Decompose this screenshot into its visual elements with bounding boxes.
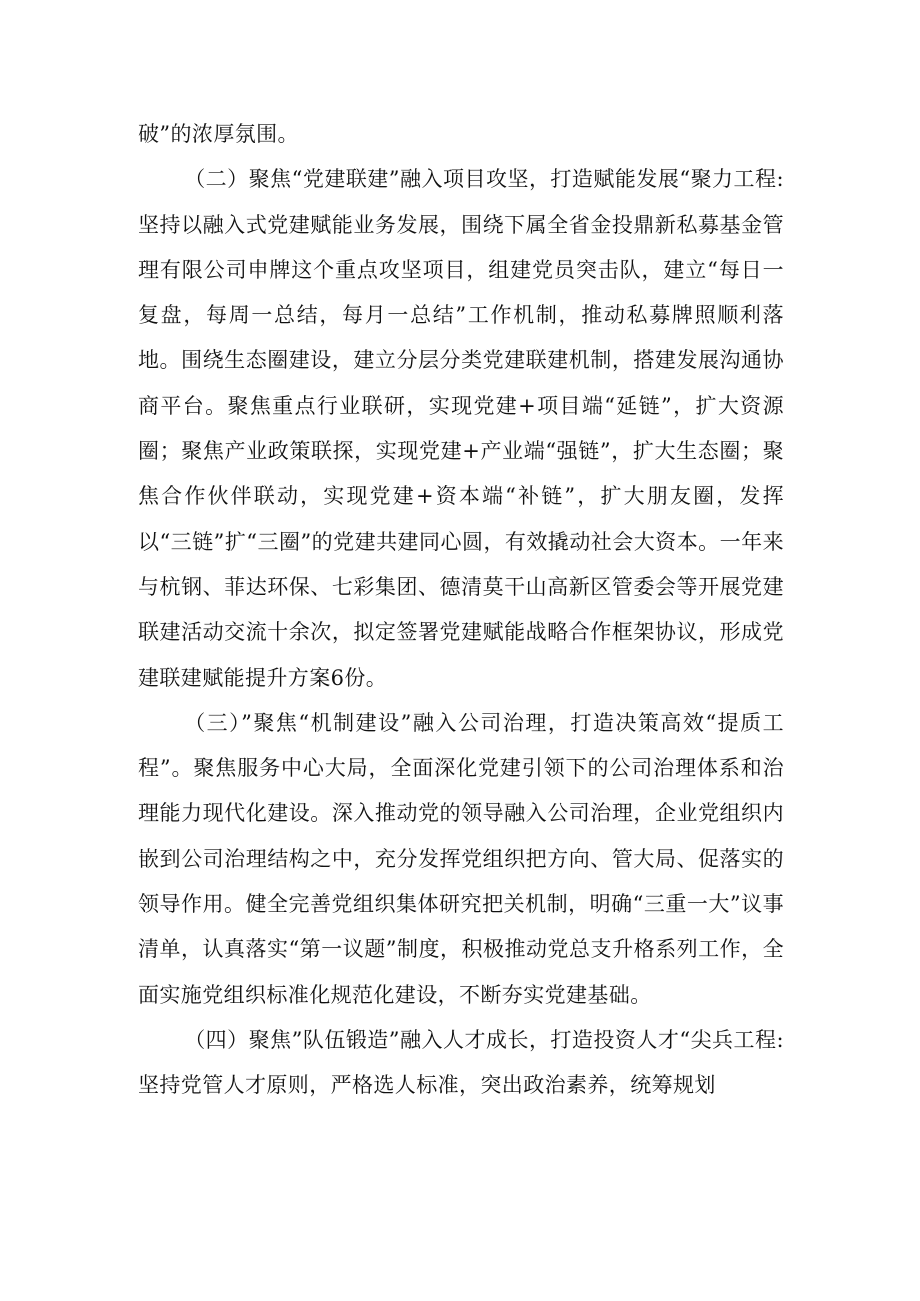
paragraph-section-3: （三）”聚焦“机制建设”融入公司治理，打造决策高效“提质工程”。聚焦服务中心大局，全面深化党建引领下的公司治理体系和治理能力现代化建设。深入推动党的领导融入公司治理，企业党组织内嵌到公司治理结构之中，充分发挥党组织把方向、管大局、促落实的领导作用。健全完善党组织集体研究把关机制，明确“三重一大”议事清单，认真落实“第一议题”制度，积极推动党总支升格系列工作，全面实施党组织标准化规范化建设，不断夯实党建基础。 <box>138 710 784 1007</box>
paragraph-section-4: （四）聚焦”队伍锻造”融入人才成长，打造投资人才“尖兵工程:坚持党管人才原则，严格选人标准，突出政治素养，统筹规划 <box>138 1027 784 1098</box>
document-page <box>138 112 784 1109</box>
paragraph-section-2: （二）聚焦“党建联建”融入项目攻坚，打造赋能发展“聚力工程:坚持以融入式党建赋能业务发展，围绕下属全省金投鼎新私募基金管理有限公司申牌这个重点攻坚项目，组建党员突击队，建立“每日一复盘，每周一总结，每月一总结”工作机制，推动私募牌照顺利落地。围绕生态圈建设，建立分层分类党建联建机制，搭建发展沟通协商平台。聚焦重点行业联研，实现党建+项目端“延链”，扩大资源圈；聚焦产业政策联探，实现党建+产业端“强链”，扩大生态圈；聚焦合作伙伴联动，实现党建+资本端“补链”，扩大朋友圈，发挥以“三链”扩“三圈”的党建共建同心圆，有效撬动社会大资本。一年来与杭钢、菲达环保、七彩集团、德清莫干山高新区管委会等开展党建联建活动交流十余次，拟定签署党建赋能战略合作框架协议，形成党建联建赋能提升方案6份。 <box>138 167 784 690</box>
paragraph-continuation: 破”的浓厚氛围。 <box>138 122 299 146</box>
